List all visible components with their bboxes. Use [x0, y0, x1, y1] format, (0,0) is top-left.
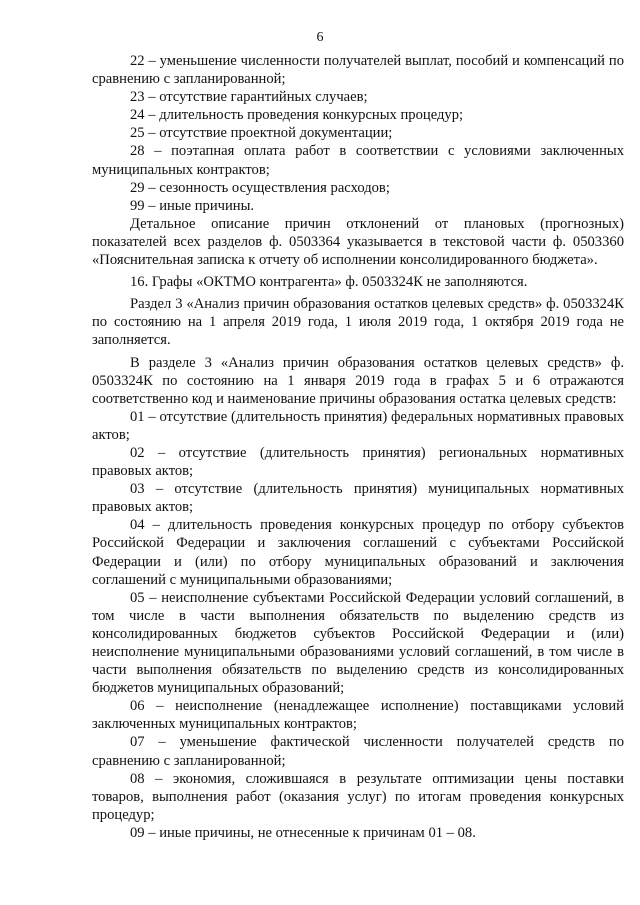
paragraph-detailed-description: Детальное описание причин отклонений от плановых (прогнозных) показателей всех разделов ф. 0503364 указывается в текстовой части ф. 0503360 «Пояснительная записка к отчету об исполнении консолидированного бюджета».	[92, 215, 624, 269]
paragraph-reason-02: 02 – отсутствие (длительность принятия) региональных нормативных правовых актов;	[92, 444, 624, 480]
paragraph-28: 28 – поэтапная оплата работ в соответствии с условиями заключенных муниципальных контрактов;	[92, 143, 624, 178]
paragraph-reason-01: 01 – отсутствие (длительность принятия) федеральных нормативных правовых актов;	[92, 408, 624, 443]
paragraph-22: 22 – уменьшение численности получателей выплат, пособий и компенсаций по сравнению с запланированной;	[92, 53, 624, 88]
paragraph-99: 99 – иные причины.	[130, 197, 255, 214]
paragraph-reason-08: 08 – экономия, сложившаяся в результате оптимизации цены поставки товаров, выполнения работ (оказания услуг) по итогам проведения конкурсных процедур;	[92, 770, 624, 823]
paragraph-reason-05: 05 – неисполнение субъектами Российской Федерации условий соглашений, в том числе в части выполнения обязательств по выделению средств из консолидированных бюджетов субъектов Российской Федерации и (или) неисполнение муниципальными образованиями условий соглашений, в том числе в части выполнения обязательств по выделению средств из консолидированных бюджетов муниципальных образований;	[92, 589, 624, 697]
paragraph-reason-04: 04 – длительность проведения конкурсных процедур по отбору субъектов Российской Федерации и заключения соглашений с субъектами Российской Федерации и (или) по отбору муниципальных образований и заключения соглашений с муниципальными образованиями;	[92, 517, 624, 588]
paragraph-section-3-january: В разделе 3 «Анализ причин образования остатков целевых средств» ф. 0503324К по состоянию на 1 января 2019 года в графах 5 и 6 отражаются соответственно код и наименование причины образования остатка целевых средств:	[92, 354, 624, 407]
paragraph-reason-09: 09 – иные причины, не отнесенные к причинам 01 – 08.	[130, 824, 476, 841]
paragraph-section-16: 16. Графы «ОКТМО контрагента» ф. 0503324К не заполняются.	[130, 274, 528, 291]
paragraph-24: 24 – длительность проведения конкурсных процедур;	[130, 107, 464, 124]
paragraph-section-3-not-filled: Раздел 3 «Анализ причин образования остатков целевых средств» ф. 0503324К по состоянию на 1 апреля 2019 года, 1 июля 2019 года, 1 октября 2019 года не заполняется.	[92, 296, 624, 349]
page-number: 6	[316, 30, 324, 45]
paragraph-25: 25 – отсутствие проектной документации;	[130, 125, 393, 142]
paragraph-29: 29 – сезонность осуществления расходов;	[130, 179, 390, 196]
paragraph-reason-03: 03 – отсутствие (длительность принятия) муниципальных нормативных правовых актов;	[92, 481, 624, 516]
document-body	[92, 52, 624, 842]
paragraph-reason-06: 06 – неисполнение (ненадлежащее исполнение) поставщиками условий заключенных муниципальных контрактов;	[92, 698, 624, 733]
paragraph-reason-07: 07 – уменьшение фактической численности получателей средств по сравнению с запланированной;	[92, 734, 624, 769]
paragraph-23: 23 – отсутствие гарантийных случаев;	[130, 89, 368, 106]
